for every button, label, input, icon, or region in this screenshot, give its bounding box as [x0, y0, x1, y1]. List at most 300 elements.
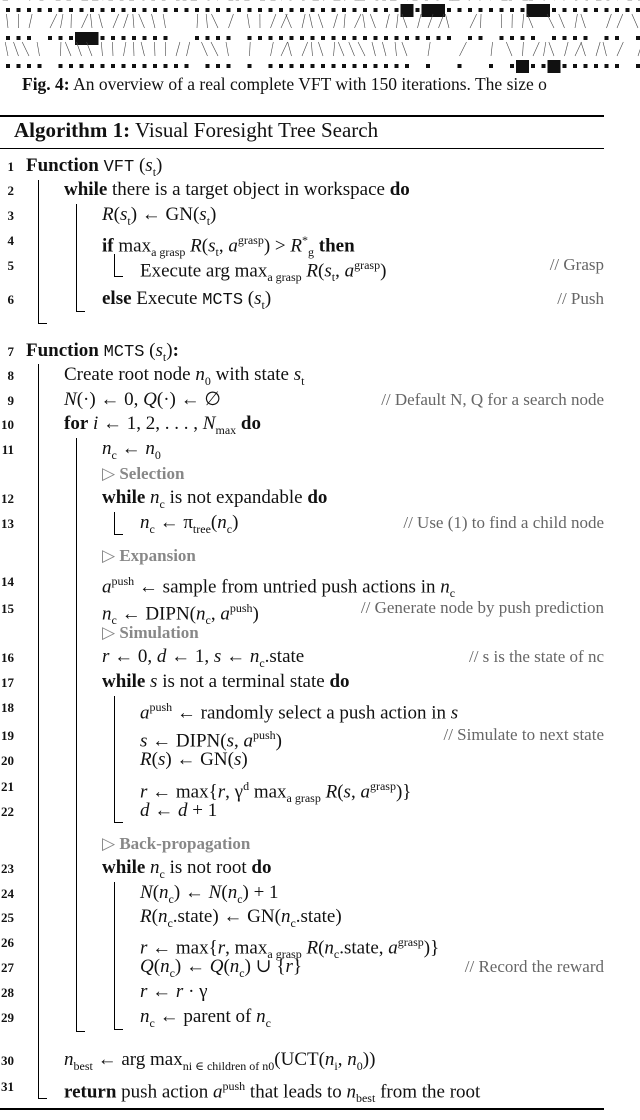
subscript: c — [169, 965, 175, 980]
text: ( — [210, 512, 218, 533]
tree-node — [101, 64, 105, 68]
tree-node — [332, 8, 336, 12]
tree-edge — [418, 14, 422, 28]
tree-node — [6, 64, 10, 68]
math-var: r — [217, 781, 226, 803]
tree-node — [615, 64, 619, 68]
text: ← — [221, 646, 250, 667]
tree-node — [332, 36, 336, 40]
tree-edge — [533, 42, 539, 56]
tree-node — [269, 36, 273, 40]
tree-edge — [338, 42, 344, 56]
text: , — [210, 603, 221, 625]
math-var: s — [155, 340, 163, 361]
text: )} — [395, 781, 412, 803]
algorithm-line — [102, 288, 271, 316]
tree-edge — [141, 42, 144, 56]
math-var: n — [140, 1006, 150, 1027]
text: (·) ← ∅ — [156, 389, 221, 410]
tree-node — [111, 36, 115, 40]
math-var: n — [347, 1049, 357, 1070]
tree-edge — [481, 14, 482, 28]
math-var: n — [217, 512, 227, 533]
math-var: n — [150, 857, 160, 878]
tree-edge — [90, 14, 92, 28]
vft-tree-overview-figure — [0, 0, 640, 78]
tree-node — [363, 64, 367, 68]
text: ) ← GN( — [165, 749, 234, 770]
tree-node — [69, 8, 73, 12]
algorithm-line — [64, 413, 261, 441]
math-var: n — [159, 882, 169, 903]
tree-edge — [617, 42, 623, 56]
math-var: s — [157, 749, 166, 770]
text: , — [218, 235, 229, 257]
tree-node — [416, 8, 420, 12]
tree-node — [290, 64, 294, 68]
tree-node — [458, 8, 462, 12]
math-var: r — [175, 981, 184, 1002]
tree-node — [458, 64, 462, 68]
section-comment: ▷ Selection — [102, 464, 185, 483]
tree-node — [636, 8, 640, 12]
math-var: Q — [140, 956, 154, 977]
tree-edge — [311, 42, 312, 56]
line-number: 11 — [1, 442, 14, 457]
text: (·) ← 0, — [76, 389, 144, 410]
line-number: 15 — [1, 601, 14, 616]
tree-node — [216, 64, 220, 68]
line-number: 24 — [1, 886, 14, 901]
math-var: N — [140, 882, 153, 903]
math-var: s — [450, 702, 459, 724]
text: ( — [144, 340, 156, 361]
superscript: grasp — [237, 233, 264, 247]
subscript: c — [111, 447, 117, 462]
tree-edge — [281, 42, 288, 56]
tree-edge — [344, 14, 345, 28]
tree-edge — [250, 42, 251, 56]
tree-edge — [349, 42, 355, 56]
block-bar — [114, 696, 123, 823]
math-var: n — [440, 576, 450, 598]
tree-edge — [176, 42, 180, 56]
math-var: n — [196, 603, 206, 625]
tree-node — [27, 64, 31, 68]
math-var: s — [140, 730, 148, 752]
text: , max — [225, 937, 268, 959]
math-var: a — [344, 260, 355, 282]
tree-edge — [112, 42, 113, 56]
line-number: 22 — [1, 804, 14, 819]
tree-edge — [124, 42, 126, 56]
tree-node — [416, 36, 420, 40]
block-bar — [114, 512, 123, 535]
tree-edge — [271, 14, 276, 28]
text: Execute arg max — [140, 260, 268, 282]
tree-node — [69, 36, 73, 40]
tree-node — [164, 36, 168, 40]
math-var: n — [102, 438, 112, 459]
line-number: 10 — [1, 417, 14, 432]
text: (UCT( — [274, 1049, 325, 1070]
tree-node — [500, 8, 504, 12]
text: ← 1, — [166, 646, 214, 667]
text: .state) — [295, 906, 342, 927]
tree-node — [573, 64, 577, 68]
line-number: 25 — [1, 910, 14, 925]
text: ← — [149, 800, 178, 821]
algorithm-line — [140, 512, 238, 540]
math-var: d — [178, 800, 188, 821]
math-var: r — [140, 781, 148, 803]
text: with state — [210, 364, 294, 385]
text: ) — [275, 730, 282, 752]
superscript: push — [149, 700, 173, 714]
tree-node — [447, 36, 451, 40]
tree-edge — [544, 42, 546, 56]
line-number: 26 — [1, 935, 14, 950]
subscript: g — [308, 245, 314, 260]
keyword: else — [102, 288, 132, 309]
tree-edge — [139, 14, 145, 28]
tree-node — [101, 8, 105, 12]
line-number: 21 — [1, 779, 14, 794]
line-number: 31 — [1, 1079, 14, 1094]
math-var: n — [64, 1049, 74, 1070]
tree-node — [248, 8, 252, 12]
tree-edge — [229, 14, 234, 28]
tree-edge — [370, 14, 375, 28]
subscript: t — [206, 213, 211, 228]
algorithm-line — [140, 1006, 271, 1034]
algorithm-line — [102, 857, 272, 885]
tree-edge — [152, 14, 155, 28]
algorithm-line — [102, 671, 350, 693]
tree-edge — [334, 14, 338, 28]
tree-node — [626, 8, 630, 12]
tree-edge — [372, 42, 376, 56]
tree-node — [636, 36, 640, 40]
tree-node — [269, 8, 273, 12]
text: ( — [243, 288, 255, 309]
tree-node — [384, 36, 388, 40]
tree-node — [216, 8, 220, 12]
text: , — [233, 730, 244, 752]
math-var: s — [343, 781, 351, 803]
tree-edge — [318, 42, 323, 56]
text: ← DIPN( — [147, 730, 227, 752]
math-var: n — [140, 512, 150, 533]
math-var: a — [388, 937, 398, 959]
tree-node — [17, 36, 21, 40]
line-number: 20 — [1, 753, 14, 768]
tree-edge — [581, 14, 586, 28]
tree-edge — [309, 14, 312, 28]
tree-node — [143, 8, 147, 12]
tree-node — [290, 8, 294, 12]
line-number: 16 — [1, 650, 14, 665]
text: max — [249, 781, 287, 803]
text: max — [113, 235, 152, 257]
tree-node — [132, 36, 136, 40]
tree-node — [573, 36, 577, 40]
tree-node — [27, 36, 31, 40]
tree-node — [195, 36, 199, 40]
tree-node — [363, 8, 367, 12]
algorithm-line — [102, 438, 161, 466]
tree-node — [122, 8, 126, 12]
keyword: while — [102, 857, 146, 878]
text: , — [337, 1049, 348, 1070]
text: ( — [134, 155, 146, 176]
text: , γ — [225, 781, 244, 803]
subscript: t — [162, 349, 167, 364]
tree-node — [227, 36, 231, 40]
tree-edge — [197, 14, 198, 28]
tree-edge — [286, 14, 292, 28]
math-var: s — [293, 364, 302, 385]
section-comment: ▷ Expansion — [102, 546, 196, 565]
algorithm-line — [64, 1075, 480, 1109]
tree-node — [185, 64, 189, 68]
math-var: n — [249, 646, 260, 667]
math-var: a — [243, 730, 253, 752]
superscript: grasp — [369, 779, 396, 793]
tree-edge — [302, 14, 305, 28]
algorithm-line — [64, 364, 304, 392]
caption-label: Fig. 4: — [22, 74, 70, 94]
text: ← π — [154, 512, 193, 533]
algorithm-line — [140, 981, 208, 1003]
tree-node — [122, 36, 126, 40]
tree-edge — [211, 42, 218, 56]
line-number: 28 — [1, 985, 14, 1000]
text: .state) ← GN( — [172, 906, 281, 927]
tree-node — [384, 64, 388, 68]
tree-edge — [163, 14, 165, 28]
tree-node — [195, 8, 199, 12]
keyword: for — [64, 413, 89, 434]
subscript: c — [159, 866, 165, 881]
tree-node — [300, 64, 304, 68]
tree-edge — [101, 42, 102, 56]
tree-edge — [523, 42, 524, 56]
text: ( — [151, 749, 158, 770]
block-bar — [38, 180, 47, 324]
algorithm-line — [140, 696, 458, 724]
algorithm-line — [64, 389, 221, 411]
tree-node — [374, 8, 378, 12]
text: ) — [241, 749, 248, 770]
tree-node — [542, 64, 546, 68]
line-number: 30 — [1, 1053, 14, 1068]
subscript: t — [261, 297, 265, 312]
math-var: a — [220, 603, 230, 625]
line-number: 4 — [7, 233, 14, 248]
tree-edge — [559, 14, 565, 28]
text: } — [292, 956, 303, 977]
tree-node — [69, 64, 73, 68]
math-var: n — [280, 906, 291, 927]
tree-node — [206, 8, 210, 12]
math-var: s — [119, 204, 128, 225]
tree-node — [342, 8, 346, 12]
function-name: VFT — [103, 158, 135, 177]
math-var: a — [213, 1081, 223, 1103]
caption-text: An overview of a real complete VFT with 150 iterations. The size o — [73, 74, 547, 94]
algorithm-line — [102, 487, 327, 515]
tree-edge — [133, 14, 134, 28]
math-var: R — [290, 235, 302, 257]
tree-node — [363, 36, 367, 40]
tree-edge — [603, 42, 607, 56]
line-number: 3 — [7, 208, 14, 223]
tree-node — [468, 36, 472, 40]
tree-node — [122, 64, 126, 68]
line-number: 1 — [7, 159, 14, 174]
tree-node — [80, 64, 84, 68]
line-number: 18 — [1, 700, 14, 715]
tree-edge — [355, 14, 361, 28]
tree-node — [521, 36, 525, 40]
text: is not a terminal state — [157, 671, 330, 692]
tree-edge — [428, 42, 430, 56]
subscript: c — [149, 1015, 155, 1030]
text: ) — [232, 512, 239, 533]
tree-node — [80, 8, 84, 12]
tree-node — [48, 36, 52, 40]
text: .state, — [339, 937, 389, 959]
tree-edge — [395, 42, 396, 56]
tree-node — [374, 36, 378, 40]
line-number: 8 — [7, 368, 14, 383]
tree-edge — [29, 14, 32, 28]
function-name: MCTS — [103, 343, 145, 362]
keyword: do — [240, 413, 261, 434]
math-var: R — [306, 260, 319, 282]
tree-node — [321, 8, 325, 12]
tree-node — [164, 8, 168, 12]
subscript: t — [215, 245, 219, 260]
tree-edge — [596, 42, 600, 56]
tree-node — [405, 36, 409, 40]
tree-node — [489, 8, 493, 12]
math-var: R — [190, 235, 202, 257]
line-comment: // Record the reward — [464, 957, 604, 976]
tree-node — [563, 64, 567, 68]
math-var: s — [233, 749, 242, 770]
math-var: Q — [209, 956, 224, 977]
math-var: r — [140, 981, 148, 1002]
tree-node — [101, 36, 105, 40]
tree-node — [153, 36, 157, 40]
keyword: do — [307, 487, 328, 508]
text: Execute — [131, 288, 203, 309]
math-var: N — [208, 882, 222, 903]
tree-node — [185, 8, 189, 12]
subscript: max — [215, 422, 237, 437]
tree-edge — [397, 14, 399, 28]
subscript: best — [355, 1091, 376, 1106]
tree-node — [90, 8, 94, 12]
tree-node — [174, 8, 178, 12]
tree-edge — [445, 14, 449, 28]
keyword: if — [102, 235, 114, 257]
tree-edge — [523, 14, 524, 28]
tree-node — [437, 36, 441, 40]
tree-node — [248, 36, 252, 40]
algorithm-line — [102, 646, 304, 674]
tree-node — [258, 36, 262, 40]
subscript: c — [149, 521, 155, 536]
subscript: c — [449, 586, 456, 601]
tree-edge — [271, 42, 274, 56]
tree-edge — [607, 14, 612, 28]
tree-node — [237, 8, 241, 12]
tree-node — [384, 8, 388, 12]
tree-node — [521, 8, 525, 12]
math-var: n — [256, 1006, 266, 1027]
tree-edge — [617, 14, 623, 28]
subscript: c — [259, 655, 265, 670]
text: there is a target object in workspace — [107, 179, 390, 200]
keyword: while — [102, 487, 146, 508]
text: ) ∪ { — [244, 956, 286, 977]
text: ( — [151, 906, 158, 927]
tree-node — [531, 36, 535, 40]
algorithm-label: Algorithm 1: — [14, 118, 131, 142]
tree-node — [153, 64, 157, 68]
keyword: while — [102, 671, 146, 692]
line-comment: // s is the state of nc — [468, 647, 604, 666]
text: ) + 1 — [242, 882, 279, 903]
text: Create root node — [64, 364, 196, 385]
algorithm-line — [140, 800, 217, 822]
subscript: c — [159, 496, 165, 511]
subscript: 0 — [356, 1058, 363, 1073]
tree-node — [48, 8, 52, 12]
tree-node — [353, 8, 357, 12]
tree-edge — [549, 42, 554, 56]
tree-node — [90, 64, 94, 68]
tree-node — [342, 36, 346, 40]
keyword: Function — [26, 340, 104, 361]
tree-node — [216, 36, 220, 40]
text: is not expandable — [164, 487, 308, 508]
text: )) — [362, 1049, 376, 1070]
tree-edge — [206, 14, 207, 28]
text: ( — [221, 882, 228, 903]
subscript: c — [205, 613, 211, 628]
subscript: c — [333, 947, 340, 962]
tree-node — [594, 64, 598, 68]
tree-node — [552, 8, 556, 12]
math-var: a — [140, 702, 150, 724]
tree-node — [510, 36, 514, 40]
tree-edge — [37, 42, 39, 56]
tree-edge — [65, 42, 71, 56]
tree-edge — [491, 42, 493, 56]
tree-node — [59, 64, 63, 68]
subscript: a grasp — [286, 791, 321, 806]
text: , — [350, 781, 361, 803]
tree-node — [27, 8, 31, 12]
tree-node — [605, 8, 609, 12]
block-bar — [76, 438, 85, 1032]
tree-node — [269, 64, 273, 68]
subscript: t — [152, 164, 157, 179]
